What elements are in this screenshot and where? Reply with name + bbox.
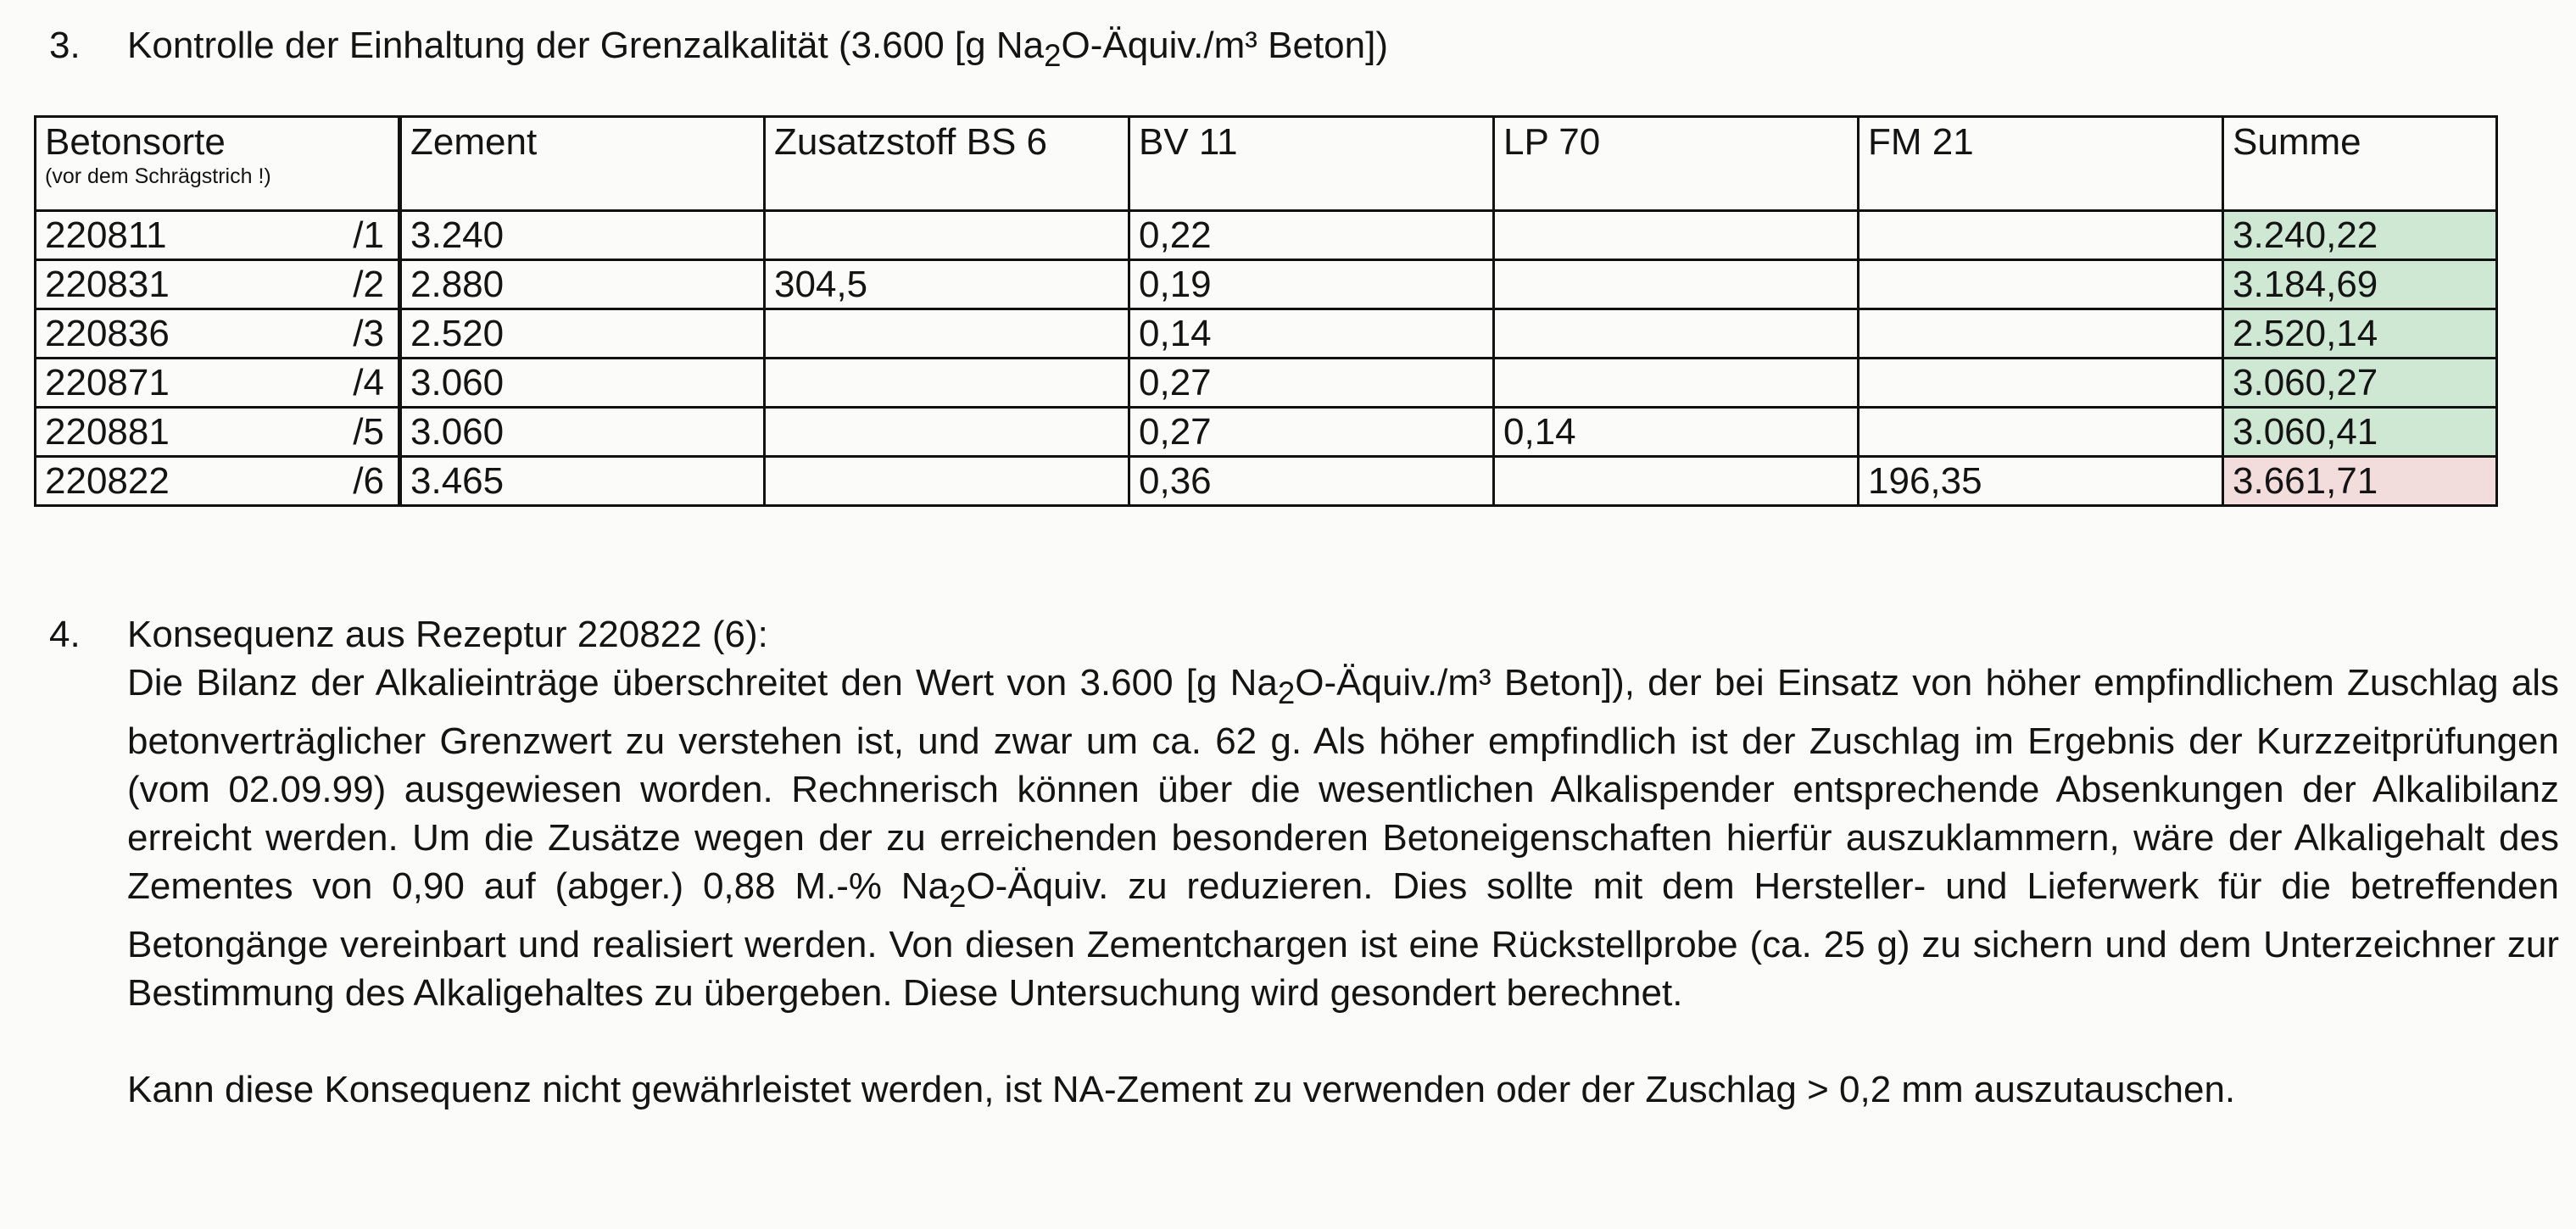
section-4-number: 4. [49,614,81,655]
cell-fm: 196,35 [1859,457,2223,506]
cell-zement: 2.880 [400,260,765,309]
cell-betonsorte: 220831 /2 [36,260,400,309]
cell-summe: 3.661,71 [2223,457,2497,506]
cell-zusatzstoff: 304,5 [765,260,1129,309]
table-row [36,408,2497,457]
cell-summe: 3.240,22 [2223,211,2497,260]
cell-bv: 0,36 [1129,457,1494,506]
cell-fm [1859,211,2223,260]
cell-bv: 0,14 [1129,309,1494,359]
cell-lp [1494,457,1859,506]
cell-zusatzstoff [765,457,1129,506]
cell-fm [1859,309,2223,359]
cell-bv: 0,27 [1129,408,1494,457]
header-zement: Zement [400,117,765,211]
cell-zement: 2.520 [400,309,765,359]
cell-zusatzstoff [765,211,1129,260]
cell-betonsorte: 220836 /3 [36,309,400,359]
header-betonsorte: Betonsorte (vor dem Schrägstrich !) [36,117,400,211]
section-3-heading [49,20,1388,81]
table-row [36,309,2497,359]
cell-fm [1859,260,2223,309]
table-row [36,359,2497,408]
cell-lp [1494,260,1859,309]
header-betonsorte-note: (vor dem Schrägstrich !) [45,164,271,188]
cell-zement: 3.240 [400,211,765,260]
header-bv: BV 11 [1129,117,1494,211]
table-header-row [36,117,2497,211]
cell-bv: 0,27 [1129,359,1494,408]
cell-zusatzstoff [765,408,1129,457]
cell-summe: 3.060,27 [2223,359,2497,408]
section-4 [49,610,2559,1114]
table-row [36,457,2497,506]
cell-betonsorte: 220871 /4 [36,359,400,408]
cell-bv: 0,19 [1129,260,1494,309]
section-4-paragraph: Die Bilanz der Alkalieinträge überschreitet den Wert von 3.600 [g $Na_2O-Äquiv./m^3$ Beton]), der bei Einsatz von höher empfindlichem Zuschlag als betonverträglicher Grenzwert zu verstehen ist, und zwar um ca. 62 g. Als höher empfindlich ist der Zuschlag im Ergebnis der Kurzzeitprüfungen (vom 02.09.99) ausgewiesen worden. Rechnerisch können über die wesentlichen Alkalispender entsprechende Absenkungen der Alkalibilanz erreicht werden. Um die Zusätze wegen der zu erreichenden besonderen Betoneigenschaften hierfür auszuklammern, wäre der Alkaligehalt des Zementes von 0,90 auf (abger.) 0,88 M.-% $Na_2O$-Äquiv. zu reduzieren. Dies sollte mit dem Hersteller- und Lieferwerk für die betreffenden Betongänge vereinbart und realisiert werden. Von diesen Zementchargen ist eine Rückstellprobe (ca. 25 g) zu sichern und dem Unterzeichner zur Bestimmung des Alkaligehaltes zu übergeben. Diese Untersuchung wird gesondert berechnet. [127,662,2559,1014]
cell-summe: 2.520,14 [2223,309,2497,359]
section-4-heading: Konsequenz aus Rezeptur 220822 (6): [127,614,768,655]
alkali-balance-table [34,115,2498,507]
cell-zement: 3.465 [400,457,765,506]
table-row [36,211,2497,260]
cell-zusatzstoff [765,359,1129,408]
cell-fm [1859,359,2223,408]
cell-zement: 3.060 [400,408,765,457]
header-zusatzstoff: Zusatzstoff BS 6 [765,117,1129,211]
cell-bv: 0,22 [1129,211,1494,260]
cell-summe: 3.184,69 [2223,260,2497,309]
header-summe: Summe [2223,117,2497,211]
cell-betonsorte: 220881 /5 [36,408,400,457]
cell-lp: 0,14 [1494,408,1859,457]
table-row [36,260,2497,309]
section-3-title: Kontrolle der Einhaltung der Grenzalkalität (3.600 [g $Na_2O-Äquiv./m^3$ Beton]) [127,25,1388,73]
section-3-number: 3. [49,25,81,66]
cell-betonsorte: 220811 /1 [36,211,400,260]
cell-zusatzstoff [765,309,1129,359]
cell-lp [1494,359,1859,408]
cell-lp [1494,309,1859,359]
cell-fm [1859,408,2223,457]
cell-betonsorte: 220822 /6 [36,457,400,506]
header-fm: FM 21 [1859,117,2223,211]
cell-zement: 3.060 [400,359,765,408]
cell-lp [1494,211,1859,260]
cell-summe: 3.060,41 [2223,408,2497,457]
section-4-closing: Kann diese Konsequenz nicht gewährleistet werden, ist NA-Zement zu verwenden oder der Zuschlag > 0,2 mm auszutauschen. [127,1068,2236,1110]
header-lp: LP 70 [1494,117,1859,211]
